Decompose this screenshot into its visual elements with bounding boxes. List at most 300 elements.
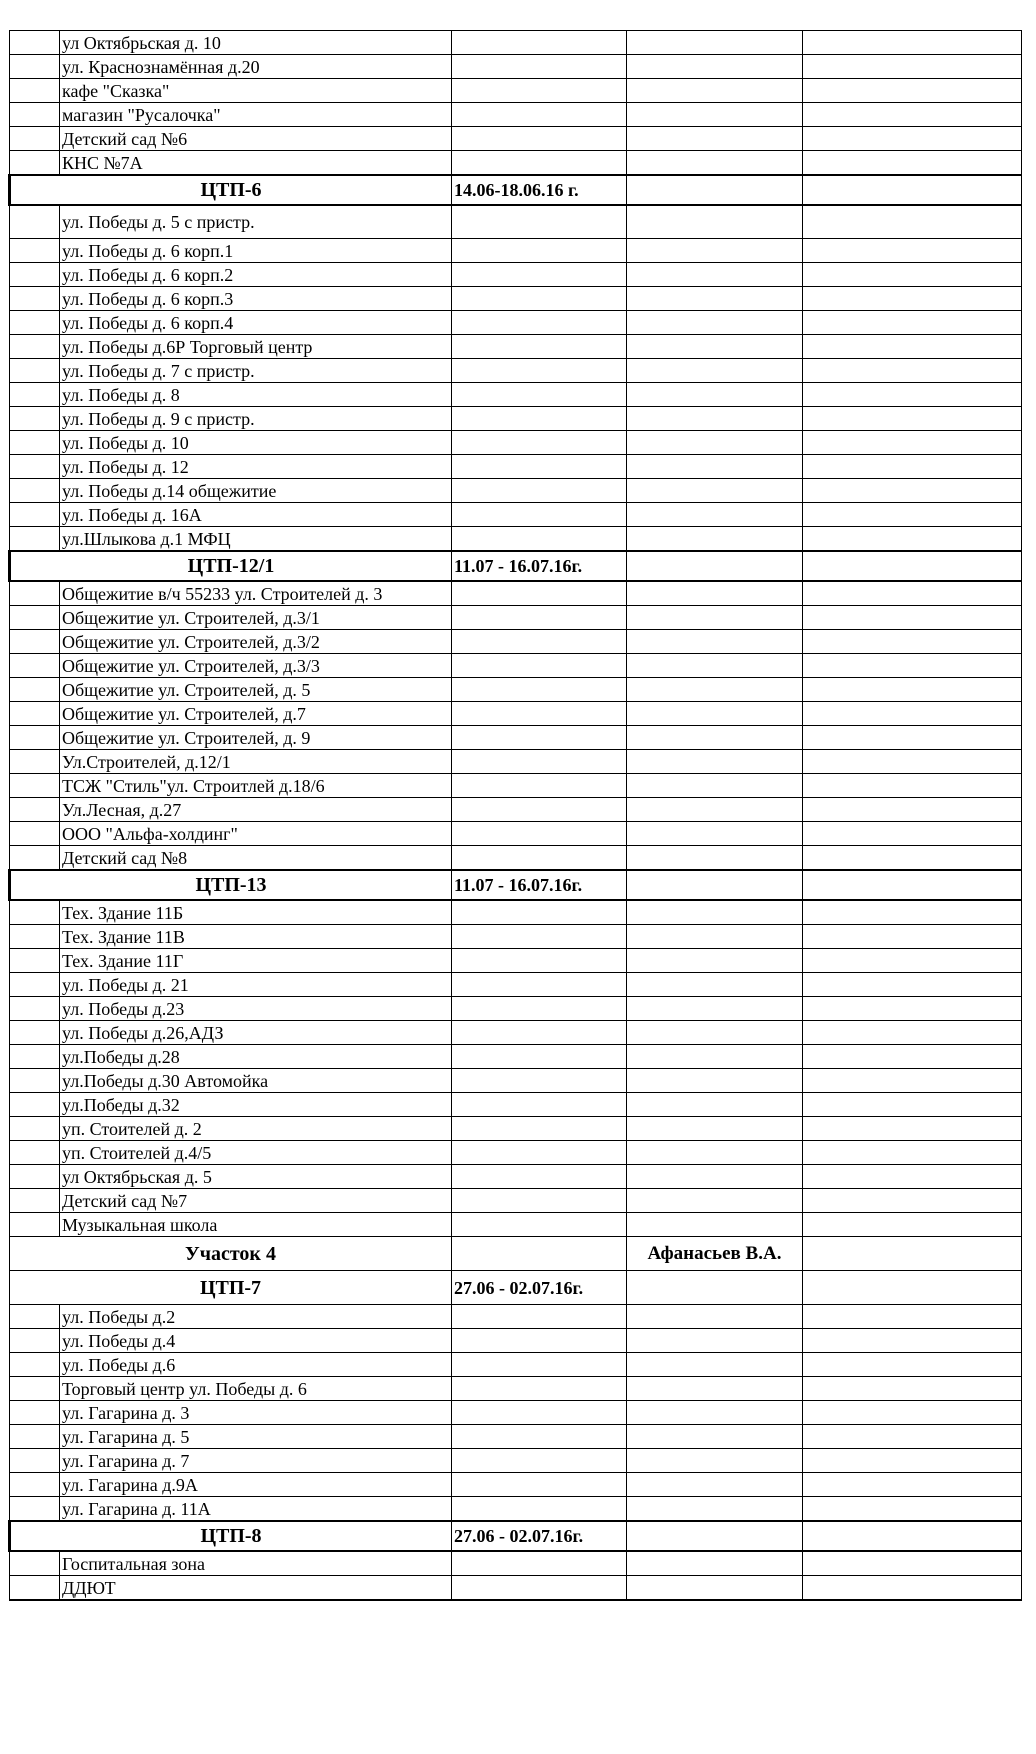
responsible-cell (627, 925, 803, 949)
address-row (10, 606, 1022, 630)
address-row (10, 383, 1022, 407)
responsible-cell (627, 822, 803, 846)
note-cell (803, 287, 1022, 311)
note-cell (803, 335, 1022, 359)
note-cell (803, 263, 1022, 287)
responsible-cell (627, 630, 803, 654)
note-cell (803, 1329, 1022, 1353)
row-marker-cell (10, 31, 60, 55)
responsible-cell (627, 175, 803, 205)
responsible-cell (627, 31, 803, 55)
date-cell (452, 846, 627, 871)
responsible-cell (627, 551, 803, 581)
note-cell (803, 1497, 1022, 1522)
date-cell (452, 1305, 627, 1329)
address-row (10, 1353, 1022, 1377)
date-cell (452, 654, 627, 678)
note-cell (803, 455, 1022, 479)
address-cell: ул. Победы д.6 (60, 1353, 452, 1377)
address-row (10, 1021, 1022, 1045)
note-cell (803, 702, 1022, 726)
date-cell (452, 205, 627, 239)
row-marker-cell (10, 678, 60, 702)
address-cell: ул. Победы д.2 (60, 1305, 452, 1329)
note-cell (803, 103, 1022, 127)
responsible-cell (627, 900, 803, 925)
address-cell: Общежитие ул. Строителей, д. 9 (60, 726, 452, 750)
schedule-sheet (8, 30, 1020, 1601)
responsible-cell (627, 949, 803, 973)
row-marker-cell (10, 335, 60, 359)
address-cell: ул. Победы д. 6 корп.2 (60, 263, 452, 287)
station-name: ЦТП-7 (10, 1271, 452, 1305)
note-cell (803, 479, 1022, 503)
date-cell (452, 1141, 627, 1165)
date-cell (452, 359, 627, 383)
row-marker-cell (10, 925, 60, 949)
address-cell: ул.Шлыкова д.1 МФЦ (60, 527, 452, 552)
station-date: 14.06-18.06.16 г. (452, 175, 627, 205)
address-cell: ул. Краснознамённая д.20 (60, 55, 452, 79)
station-date: 27.06 - 02.07.16г. (452, 1521, 627, 1551)
date-cell (452, 335, 627, 359)
row-marker-cell (10, 606, 60, 630)
date-cell (452, 479, 627, 503)
note-cell (803, 1401, 1022, 1425)
responsible-cell (627, 1141, 803, 1165)
address-row (10, 55, 1022, 79)
responsible-cell (627, 1401, 803, 1425)
row-marker-cell (10, 973, 60, 997)
date-cell (452, 1497, 627, 1522)
address-cell: ул. Победы д. 5 с пристр. (60, 205, 452, 239)
address-row (10, 1069, 1022, 1093)
station-date (452, 1237, 627, 1271)
address-row (10, 997, 1022, 1021)
address-cell: Госпитальная зона (60, 1551, 452, 1576)
note-cell (803, 678, 1022, 702)
address-cell: Тех. Здание 11Г (60, 949, 452, 973)
row-marker-cell (10, 581, 60, 606)
responsible-cell (627, 127, 803, 151)
section-name: Участок 4 (10, 1237, 452, 1271)
address-row (10, 79, 1022, 103)
date-cell (452, 1093, 627, 1117)
station-name: ЦТП-13 (10, 870, 452, 900)
date-cell (452, 263, 627, 287)
address-row (10, 1305, 1022, 1329)
address-cell: ул. Победы д. 16А (60, 503, 452, 527)
responsible-cell (627, 263, 803, 287)
address-row (10, 1093, 1022, 1117)
responsible-cell (627, 1117, 803, 1141)
note-cell (803, 383, 1022, 407)
address-cell: ООО "Альфа-холдинг" (60, 822, 452, 846)
responsible-cell (627, 606, 803, 630)
responsible-cell (627, 1551, 803, 1576)
responsible-person (627, 1271, 803, 1305)
address-row (10, 1425, 1022, 1449)
row-marker-cell (10, 1117, 60, 1141)
note-cell (803, 407, 1022, 431)
date-cell (452, 1189, 627, 1213)
row-marker-cell (10, 654, 60, 678)
station-header-row (10, 1521, 1022, 1551)
date-cell (452, 55, 627, 79)
address-row (10, 1165, 1022, 1189)
date-cell (452, 383, 627, 407)
address-row (10, 581, 1022, 606)
date-cell (452, 822, 627, 846)
date-cell (452, 503, 627, 527)
row-marker-cell (10, 1213, 60, 1237)
row-marker-cell (10, 79, 60, 103)
responsible-cell (627, 455, 803, 479)
date-cell (452, 678, 627, 702)
address-row (10, 1045, 1022, 1069)
date-cell (452, 973, 627, 997)
station-header-row (10, 870, 1022, 900)
note-cell (803, 630, 1022, 654)
note-cell (803, 1141, 1022, 1165)
row-marker-cell (10, 1401, 60, 1425)
note-cell (803, 900, 1022, 925)
date-cell (452, 239, 627, 263)
note-cell (803, 750, 1022, 774)
responsible-cell (627, 335, 803, 359)
date-cell (452, 798, 627, 822)
address-cell: ул. Гагарина д. 3 (60, 1401, 452, 1425)
address-cell: Общежитие ул. Строителей, д.3/3 (60, 654, 452, 678)
address-cell: ул. Победы д. 6 корп.4 (60, 311, 452, 335)
address-row (10, 846, 1022, 871)
note-cell (803, 925, 1022, 949)
responsible-cell (627, 1213, 803, 1237)
row-marker-cell (10, 750, 60, 774)
address-row (10, 407, 1022, 431)
date-cell (452, 431, 627, 455)
responsible-cell (627, 205, 803, 239)
note-cell (803, 726, 1022, 750)
note-cell (803, 973, 1022, 997)
responsible-cell (627, 1576, 803, 1601)
responsible-cell (627, 311, 803, 335)
row-marker-cell (10, 205, 60, 239)
address-row (10, 151, 1022, 176)
responsible-cell (627, 1449, 803, 1473)
note-cell (803, 503, 1022, 527)
address-row (10, 479, 1022, 503)
address-row (10, 127, 1022, 151)
note-cell (803, 1165, 1022, 1189)
date-cell (452, 1576, 627, 1601)
row-marker-cell (10, 1576, 60, 1601)
address-cell: Общежитие ул. Строителей, д.7 (60, 702, 452, 726)
responsible-cell (627, 774, 803, 798)
row-marker-cell (10, 949, 60, 973)
note-cell (803, 846, 1022, 871)
address-row (10, 311, 1022, 335)
date-cell (452, 455, 627, 479)
address-cell: Тех. Здание 11Б (60, 900, 452, 925)
address-cell: ул. Победы д.14 общежитие (60, 479, 452, 503)
address-cell: ул. Победы д. 8 (60, 383, 452, 407)
row-marker-cell (10, 527, 60, 552)
date-cell (452, 750, 627, 774)
row-marker-cell (10, 359, 60, 383)
row-marker-cell (10, 263, 60, 287)
address-row (10, 455, 1022, 479)
address-cell: ул. Победы д.26,АДЗ (60, 1021, 452, 1045)
responsible-cell (627, 1329, 803, 1353)
address-row (10, 774, 1022, 798)
address-cell: Детский сад №7 (60, 1189, 452, 1213)
station-date: 11.07 - 16.07.16г. (452, 551, 627, 581)
responsible-cell (627, 1093, 803, 1117)
note-cell (803, 359, 1022, 383)
responsible-cell (627, 654, 803, 678)
date-cell (452, 1551, 627, 1576)
note-cell (803, 798, 1022, 822)
address-cell: Торговый центр ул. Победы д. 6 (60, 1377, 452, 1401)
note-cell (803, 1377, 1022, 1401)
address-cell: Общежитие ул. Строителей, д.3/1 (60, 606, 452, 630)
station-header-row (10, 1271, 1022, 1305)
date-cell (452, 1329, 627, 1353)
note-cell (803, 527, 1022, 552)
address-row (10, 1449, 1022, 1473)
address-cell: ул. Победы д. 6 корп.3 (60, 287, 452, 311)
address-cell: Детский сад №6 (60, 127, 452, 151)
note-cell (803, 431, 1022, 455)
date-cell (452, 1165, 627, 1189)
responsible-cell (627, 798, 803, 822)
responsible-cell (627, 103, 803, 127)
note-cell (803, 949, 1022, 973)
address-row (10, 1473, 1022, 1497)
address-cell: ТСЖ "Стиль"ул. Строитлей д.18/6 (60, 774, 452, 798)
row-marker-cell (10, 798, 60, 822)
note-cell (803, 1305, 1022, 1329)
address-cell: Общежитие ул. Строителей, д.3/2 (60, 630, 452, 654)
note-cell (803, 606, 1022, 630)
responsible-cell (627, 1377, 803, 1401)
address-row (10, 798, 1022, 822)
note-cell (803, 822, 1022, 846)
date-cell (452, 1449, 627, 1473)
row-marker-cell (10, 287, 60, 311)
date-cell (452, 1353, 627, 1377)
address-row (10, 503, 1022, 527)
note-cell (803, 870, 1022, 900)
address-cell: ул. Победы д.23 (60, 997, 452, 1021)
date-cell (452, 31, 627, 55)
section-header-row (10, 1237, 1022, 1271)
note-cell (803, 1189, 1022, 1213)
note-cell (803, 1473, 1022, 1497)
address-row (10, 103, 1022, 127)
address-row (10, 1551, 1022, 1576)
address-row (10, 1401, 1022, 1425)
address-cell: уп. Стоителей д. 2 (60, 1117, 452, 1141)
address-row (10, 900, 1022, 925)
address-cell: ул. Победы д. 21 (60, 973, 452, 997)
address-row (10, 1117, 1022, 1141)
note-cell (803, 55, 1022, 79)
note-cell (803, 239, 1022, 263)
date-cell (452, 606, 627, 630)
row-marker-cell (10, 630, 60, 654)
note-cell (803, 311, 1022, 335)
date-cell (452, 702, 627, 726)
address-cell: ул. Гагарина д. 7 (60, 1449, 452, 1473)
station-name: ЦТП-8 (10, 1521, 452, 1551)
address-cell: Тех. Здание 11В (60, 925, 452, 949)
date-cell (452, 1213, 627, 1237)
responsible-cell (627, 151, 803, 176)
row-marker-cell (10, 239, 60, 263)
date-cell (452, 407, 627, 431)
responsible-cell (627, 1521, 803, 1551)
address-cell: ул.Победы д.28 (60, 1045, 452, 1069)
note-cell (803, 1237, 1022, 1271)
address-cell: ул. Гагарина д.9А (60, 1473, 452, 1497)
row-marker-cell (10, 127, 60, 151)
address-row (10, 1497, 1022, 1522)
row-marker-cell (10, 900, 60, 925)
note-cell (803, 997, 1022, 1021)
address-row (10, 239, 1022, 263)
address-cell: уп. Стоителей д.4/5 (60, 1141, 452, 1165)
responsible-cell (627, 702, 803, 726)
address-row (10, 359, 1022, 383)
address-row (10, 1329, 1022, 1353)
address-cell: Музыкальная школа (60, 1213, 452, 1237)
row-marker-cell (10, 1093, 60, 1117)
note-cell (803, 1521, 1022, 1551)
row-marker-cell (10, 383, 60, 407)
row-marker-cell (10, 1353, 60, 1377)
address-cell: ул. Победы д. 7 с пристр. (60, 359, 452, 383)
responsible-cell (627, 973, 803, 997)
row-marker-cell (10, 1449, 60, 1473)
note-cell (803, 581, 1022, 606)
row-marker-cell (10, 1329, 60, 1353)
address-row (10, 822, 1022, 846)
address-row (10, 287, 1022, 311)
address-cell: ул. Победы д. 10 (60, 431, 452, 455)
station-header-row (10, 551, 1022, 581)
responsible-cell (627, 1353, 803, 1377)
row-marker-cell (10, 431, 60, 455)
note-cell (803, 1449, 1022, 1473)
date-cell (452, 1377, 627, 1401)
address-cell: ул.Победы д.32 (60, 1093, 452, 1117)
note-cell (803, 79, 1022, 103)
responsible-cell (627, 479, 803, 503)
station-header-row (10, 175, 1022, 205)
date-cell (452, 127, 627, 151)
responsible-cell (627, 503, 803, 527)
address-cell: ул. Победы д. 9 с пристр. (60, 407, 452, 431)
date-cell (452, 726, 627, 750)
responsible-cell (627, 407, 803, 431)
row-marker-cell (10, 846, 60, 871)
row-marker-cell (10, 55, 60, 79)
address-cell: КНС №7А (60, 151, 452, 176)
row-marker-cell (10, 1021, 60, 1045)
address-row (10, 702, 1022, 726)
date-cell (452, 1473, 627, 1497)
responsible-cell (627, 383, 803, 407)
responsible-cell (627, 581, 803, 606)
responsible-cell (627, 55, 803, 79)
responsible-cell (627, 750, 803, 774)
address-cell: ул. Победы д.4 (60, 1329, 452, 1353)
address-row (10, 263, 1022, 287)
note-cell (803, 151, 1022, 176)
address-row (10, 654, 1022, 678)
row-marker-cell (10, 1551, 60, 1576)
note-cell (803, 551, 1022, 581)
address-cell: ул. Победы д.6Р Торговый центр (60, 335, 452, 359)
date-cell (452, 1069, 627, 1093)
row-marker-cell (10, 1473, 60, 1497)
row-marker-cell (10, 997, 60, 1021)
note-cell (803, 1069, 1022, 1093)
address-cell: Общежитие в/ч 55233 ул. Строителей д. 3 (60, 581, 452, 606)
address-cell: ул. Победы д. 6 корп.1 (60, 239, 452, 263)
address-cell: ДДЮТ (60, 1576, 452, 1601)
responsible-cell (627, 678, 803, 702)
address-row (10, 750, 1022, 774)
schedule-table (8, 30, 1022, 1601)
date-cell (452, 527, 627, 552)
address-row (10, 678, 1022, 702)
address-row (10, 1377, 1022, 1401)
responsible-cell (627, 1425, 803, 1449)
responsible-cell (627, 359, 803, 383)
responsible-cell (627, 527, 803, 552)
address-cell: ул. Победы д. 12 (60, 455, 452, 479)
note-cell (803, 1271, 1022, 1305)
station-name: ЦТП-12/1 (10, 551, 452, 581)
row-marker-cell (10, 1045, 60, 1069)
address-row (10, 335, 1022, 359)
date-cell (452, 1425, 627, 1449)
note-cell (803, 1551, 1022, 1576)
note-cell (803, 127, 1022, 151)
note-cell (803, 1045, 1022, 1069)
responsible-cell (627, 1189, 803, 1213)
responsible-cell (627, 287, 803, 311)
address-row (10, 31, 1022, 55)
address-row (10, 527, 1022, 552)
address-row (10, 1141, 1022, 1165)
date-cell (452, 287, 627, 311)
address-row (10, 205, 1022, 239)
note-cell (803, 1353, 1022, 1377)
row-marker-cell (10, 1141, 60, 1165)
date-cell (452, 925, 627, 949)
row-marker-cell (10, 1377, 60, 1401)
address-row (10, 1189, 1022, 1213)
date-cell (452, 79, 627, 103)
responsible-cell (627, 870, 803, 900)
row-marker-cell (10, 1305, 60, 1329)
address-cell: магазин "Русалочка" (60, 103, 452, 127)
address-cell: ул. Гагарина д. 11А (60, 1497, 452, 1522)
